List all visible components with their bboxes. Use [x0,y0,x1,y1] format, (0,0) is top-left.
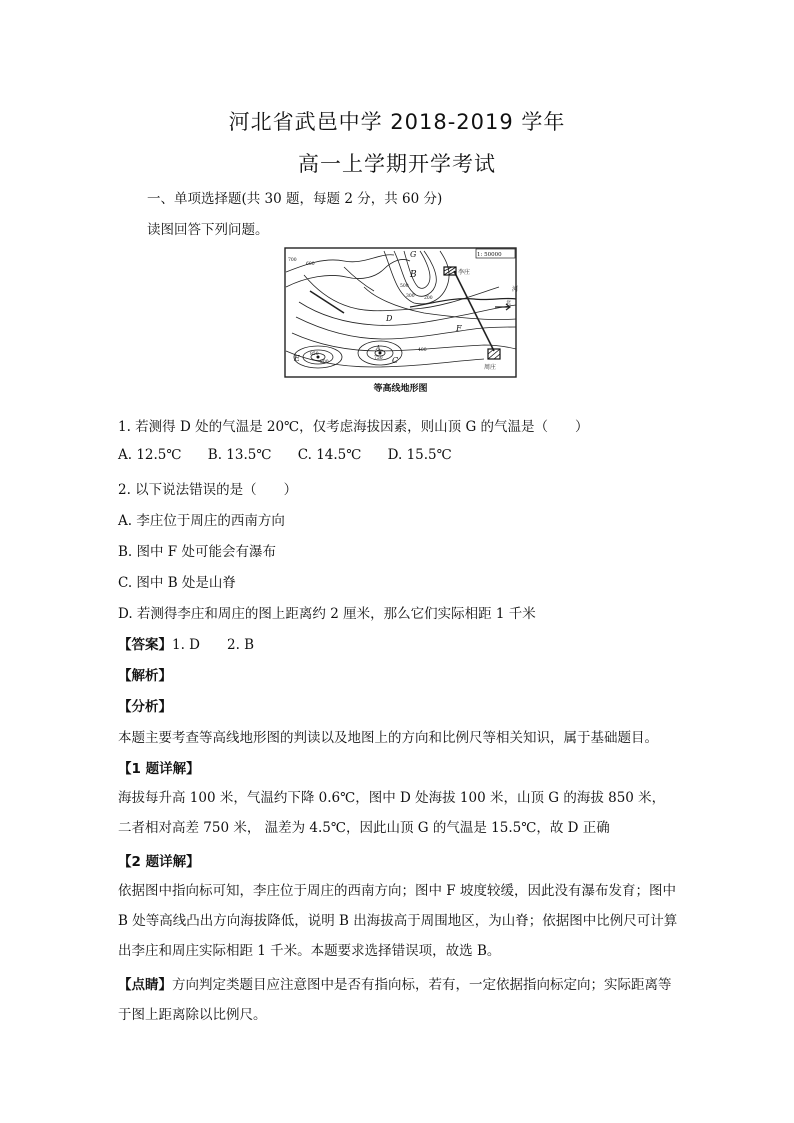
document-title-line2: 高一上学期开学考试 [298,152,496,176]
q2-detail-text: 依据图中指向标可知，李庄位于周庄的西南方向；图中 F 坡度较缓，因此没有瀑布发育；图中 B 处等高线凸出方向海拔降低，说明 B 出海拔高于周围地区，为山脊；依据图中比例尺可计算出李庄和周庄实际相距 1 千米。本题要求选择错误项，故选 B。 [118,883,678,959]
fenxi-label: 【分析】 [118,699,172,715]
map-label-zhouzhuang: 周庄 [484,364,497,371]
q2-option-c: C. 图中 B 处是山脊 [118,575,236,591]
q1-option-b: B. 13.5℃ [207,447,272,463]
answer-label: 【答案】 [118,637,172,653]
map-label-f: F [456,324,462,333]
section-heading: 一、单项选择题(共 30 题，每题 2 分，共 60 分) [147,191,443,207]
map-contour-400: 400 [418,348,427,353]
map-caption: 等高线地形图 [373,384,428,394]
section-prompt: 读图回答下列问题。 [147,222,269,238]
question-2-stem: 2. 以下说法错误的是（ ） [118,482,298,498]
answer-text: 1. D 2. B [172,637,255,653]
contour-map-figure [284,247,517,378]
map-contour-800: 800 [320,360,329,365]
map-label-d: D [386,314,393,323]
q1-detail-text: 海拔每升高 100 米，气温约下降 0.6℃，图中 D 处海拔 100 米，山顶 G 的海拔 850 米，二者相对高差 750 米， 温差为 4.5℃，因此山顶 G 的气温是 15.5℃，故 D 正确 [118,790,666,836]
jiexi-label: 【解析】 [118,668,172,684]
q2-detail-label: 【2 题详解】 [118,854,200,870]
map-label-b: B [410,270,417,280]
tip-paragraph [118,970,678,1030]
map-label-north: 北 [506,300,512,306]
map-contour-300: 300 [406,294,415,299]
q2-option-d: D. 若测得李庄和周庄的图上距离约 2 厘米，那么它们实际相距 1 千米 [118,606,536,622]
answer-line [118,633,254,653]
q2-option-b: B. 图中 F 处可能会有瀑布 [118,544,276,560]
q2-option-a: A. 李庄位于周庄的西南方向 [118,513,285,529]
map-label-lizhuang: 李庄 [458,269,471,276]
q1-option-d: D. 15.5℃ [387,447,452,463]
q1-option-a: A. 12.5℃ [118,447,182,463]
tip-label: 【点睛】 [118,977,172,993]
tip-text: 方向判定类题目应注意图中是否有指向标，若有，一定依据指向标定向；实际距离等于图上距离除以比例尺。 [118,977,672,1023]
map-contour-750: 750 [374,356,383,361]
q1-option-c: C. 14.5℃ [297,447,362,463]
map-contour-850: 850 [310,352,319,357]
question-1-options [118,447,474,463]
fenxi-text: 本题主要考查等高线地形图的判读以及地图上的方向和比例尺等相关知识，属于基础题目。 [118,730,658,746]
map-scale-label: 1: 50000 [477,252,502,258]
document-title-line1: 河北省武邑中学 2018-2019 学年 [228,110,566,134]
map-contour-600: 600 [306,262,315,267]
q1-detail-label: 【1 题详解】 [118,761,200,777]
map-label-a: A [376,345,381,352]
map-contour-700: 700 [288,258,297,263]
map-contour-500: 500 [400,284,409,289]
map-label-river: 河 [512,286,519,293]
map-contour-200: 200 [424,296,433,301]
question-1-stem: 1. 若测得 D 处的气温是 20℃，仅考虑海拔因素，则山顶 G 的气温是（ ） [118,419,589,435]
map-label-e: E [294,354,300,363]
map-label-c: C [392,356,399,365]
map-label-g: G [410,250,417,259]
